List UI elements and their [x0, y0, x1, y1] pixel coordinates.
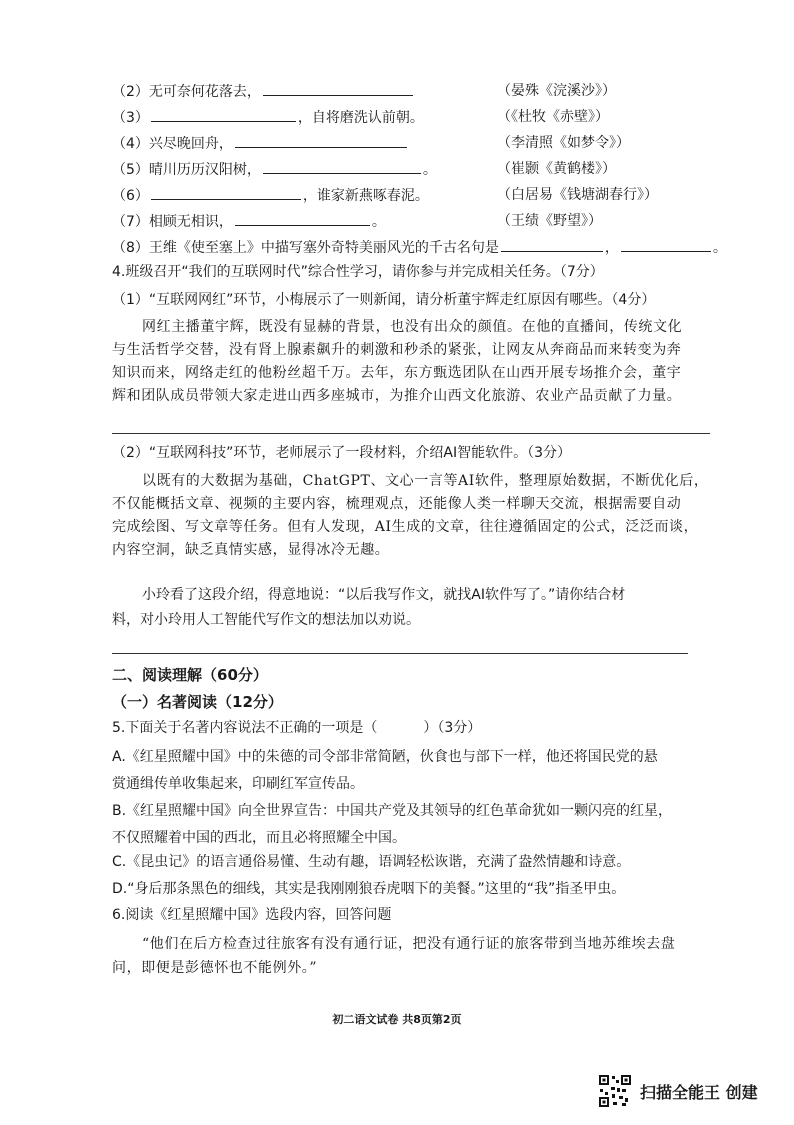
q4-title: 4.班级召开“我们的互联网时代”综合性学习，请你参与并完成相关任务。（7分）: [112, 264, 604, 280]
quote-line: “他们在后方检查过往旅客有没有通行证，把没有通行证的旅客带到当地苏维埃去盘: [142, 936, 676, 952]
option-line: 不仅照耀着中国的西北，而且必将照耀全中国。: [112, 830, 406, 846]
material-line: 知识而来，网络走红的他粉丝超千万。去年，东方甄选团队在山西开展专场推介会，董宇: [112, 365, 682, 381]
answer-blank[interactable]: [501, 237, 603, 252]
q4-material-1: [112, 316, 682, 408]
answer-line[interactable]: [112, 433, 710, 434]
poem-source: （晏殊《浣溪沙》）: [497, 83, 616, 99]
option-line: A.《红星照耀中国》中的朱德的司令部非常简陋，伙食也与部下一样，他还将国民党的悬: [112, 749, 658, 765]
answer-blank[interactable]: [621, 237, 711, 252]
poem-line-6: [112, 185, 429, 206]
answer-line[interactable]: [112, 653, 688, 654]
q8-end: 。: [712, 240, 727, 256]
material-line: 网红主播董宇辉，既没有显赫的背景，也没有出众的颜值。在他的直播间，传统文化: [142, 319, 683, 335]
poem-pre: （3）: [112, 110, 149, 126]
poem-line-8: [112, 237, 727, 258]
poem-post: ，自将磨洗认前朝。: [297, 110, 424, 126]
poem-source: （王绩《野望》）: [497, 213, 602, 229]
material-line: 与生活哲学交替，没有肾上腺素飙升的刺激和秒杀的紧张，让网友从奔商品而来转变为奔: [112, 342, 682, 358]
quote-line: 问，即便是彭德怀也不能例外。”: [112, 960, 318, 976]
q4-part2-question: [112, 583, 625, 633]
q5-text: 5.下面关于名著内容说法不正确的一项是（: [112, 720, 378, 736]
q5-score: ）（3分）: [423, 720, 482, 736]
option-c: C.《昆虫记》的语言通俗易懂、生动有趣，语调轻松诙谐，充满了盎然情趣和诗意。: [112, 854, 631, 870]
answer-blank[interactable]: [235, 211, 370, 226]
answer-blank[interactable]: [263, 81, 413, 96]
poem-source: （《杜牧《赤壁》）: [497, 109, 609, 125]
option-a: [112, 744, 658, 798]
material-line: 内容空洞，缺乏真情实感，显得冰冷无趣。: [112, 542, 390, 558]
answer-blank[interactable]: [151, 185, 301, 200]
option-b: [112, 798, 672, 852]
poem-pre: （5）晴川历历汉阳树，: [112, 162, 261, 178]
q6-quote: [112, 932, 675, 980]
answer-blank[interactable]: [263, 159, 421, 174]
material-line: 辉和团队成员带领大家走进山西多座城市，为推介山西文化旅游、农业产品贡献了力量。: [112, 388, 682, 404]
poem-post: 。: [422, 162, 437, 178]
option-line: 赏通缉传单收集起来，印刷红军宣传品。: [112, 776, 364, 792]
poem-pre: （2）无可奈何花落去，: [112, 84, 261, 100]
poem-line-7: [112, 211, 386, 232]
answer-blank[interactable]: [151, 107, 296, 122]
material-line: 不仅能概括文章、视频的主要内容，梳理观点，还能像人类一样聊天交流，根据需要自动: [112, 496, 682, 512]
q8-sep: ，: [604, 240, 619, 256]
q4-part2: （2）“互联网科技”环节，老师展示了一段材料，介绍AI智能软件。（3分）: [112, 445, 572, 461]
page-footer: 初二语文试卷 共8页第2页: [332, 1013, 462, 1026]
q5-stem: [112, 718, 481, 738]
poem-line-5: [112, 159, 437, 180]
scanner-brand: 扫描全能王 创建: [640, 1083, 758, 1102]
option-line: B.《红星照耀中国》向全世界宣告：中国共产党及其领导的红色革命犹如一颗闪亮的红星，: [112, 803, 673, 819]
poem-pre: （6）: [112, 188, 149, 204]
q6-stem: 6.阅读《红星照耀中国》选段内容，回答问题: [112, 907, 392, 923]
material-line: 完成绘图、写文章等任务。但有人发现，AI生成的文章，往往遵循固定的公式，泛泛而谈，: [112, 519, 699, 535]
qr-code-icon: [598, 1074, 632, 1108]
poem-source: （李清照《如梦令》）: [497, 135, 630, 151]
poem-line-3: [112, 107, 424, 128]
poem-line-2: [112, 81, 415, 102]
q4-material-2: [112, 470, 708, 562]
question-line: 料，对小玲用人工智能代写作文的想法加以劝说。: [112, 612, 420, 628]
option-d: D.“身后那条黑色的细线，其实是我刚刚狼吞虎咽下的美餐。”这里的“我”指圣甲虫。: [112, 881, 626, 897]
section-heading: 二、阅读理解（60分）: [112, 666, 268, 684]
question-line: 小玲看了这段介绍，得意地说：“以后我写作文，就找AI软件写了。”请你结合材: [142, 587, 626, 603]
poem-post: 。: [371, 214, 386, 230]
poem-post: ，谁家新燕啄春泥。: [302, 188, 429, 204]
poem-source: （白居易《钱塘湖春行》）: [497, 187, 658, 203]
poem-pre: （7）相顾无相识，: [112, 214, 233, 230]
poem-line-4: [112, 133, 409, 154]
material-line: 以既有的大数据为基础，ChatGPT、文心一言等AI软件，整理原始数据，不断优化后，: [142, 473, 709, 489]
poem-pre: （4）兴尽晚回舟，: [112, 136, 233, 152]
q4-part1: （1）“互联网网红”环节，小梅展示了一则新闻，请分析董宇辉走红原因有哪些。（4分）: [112, 292, 656, 308]
answer-blank[interactable]: [235, 133, 407, 148]
subsection-heading: （一）名著阅读（12分）: [112, 693, 283, 711]
poem-source: （崔颢《黄鹤楼》）: [497, 161, 616, 177]
q8-text: （8）王维《使至塞上》中描写塞外奇特美丽风光的千古名句是: [112, 240, 499, 256]
